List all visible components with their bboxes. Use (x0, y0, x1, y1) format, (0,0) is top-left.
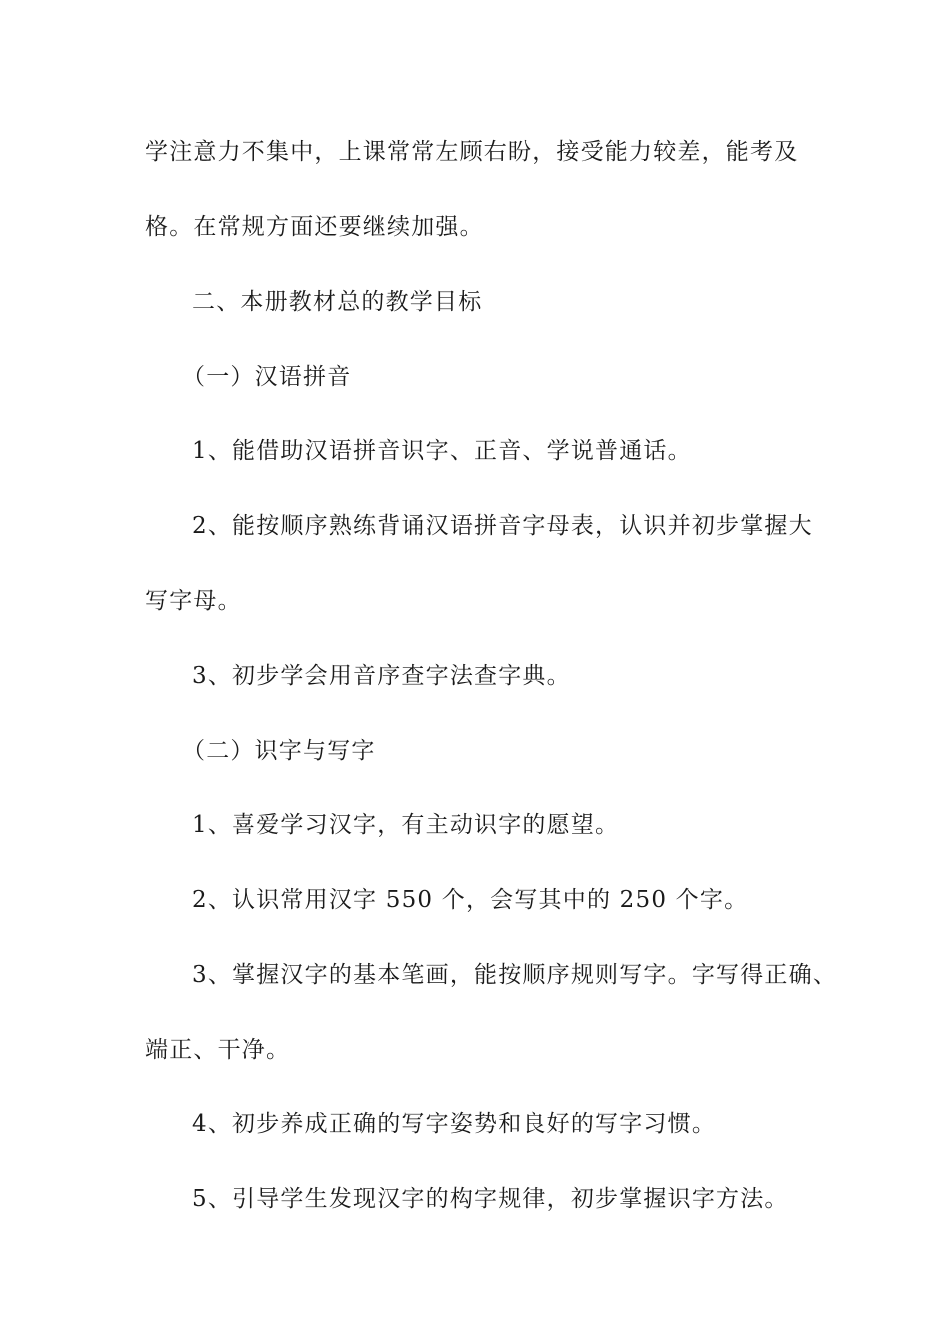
list-item: 1、能借助汉语拼音识字、正音、学说普通话。 (192, 438, 692, 464)
list-item: 3、初步学会用音序查字法查字典。 (192, 663, 571, 689)
list-item: 1、喜爱学习汉字，有主动识字的愿望。 (192, 812, 620, 838)
list-item-continuation: 端正、干净。 (145, 1037, 291, 1063)
paragraph-continuation-line: 学注意力不集中，上课常常左顾右盼，接受能力较差，能考及 (145, 139, 799, 165)
section-heading: 二、本册教材总的教学目标 (192, 289, 483, 315)
list-item: 5、引导学生发现汉字的构字规律，初步掌握识字方法。 (192, 1186, 789, 1212)
subsection-heading-literacy: （二）识字与写字 (182, 738, 376, 764)
list-item: 4、初步养成正确的写字姿势和良好的写字习惯。 (192, 1111, 717, 1137)
paragraph-continuation-line: 格。在常规方面还要继续加强。 (145, 214, 484, 240)
list-item: 2、认识常用汉字 550 个，会写其中的 250 个字。 (192, 887, 749, 913)
list-item: 3、掌握汉字的基本笔画，能按顺序规则写字。字写得正确、 (192, 962, 838, 988)
list-item: 2、能按顺序熟练背诵汉语拼音字母表，认识并初步掌握大 (192, 513, 813, 539)
subsection-heading-pinyin: （一）汉语拼音 (182, 364, 352, 390)
list-item-continuation: 写字母。 (145, 588, 242, 614)
